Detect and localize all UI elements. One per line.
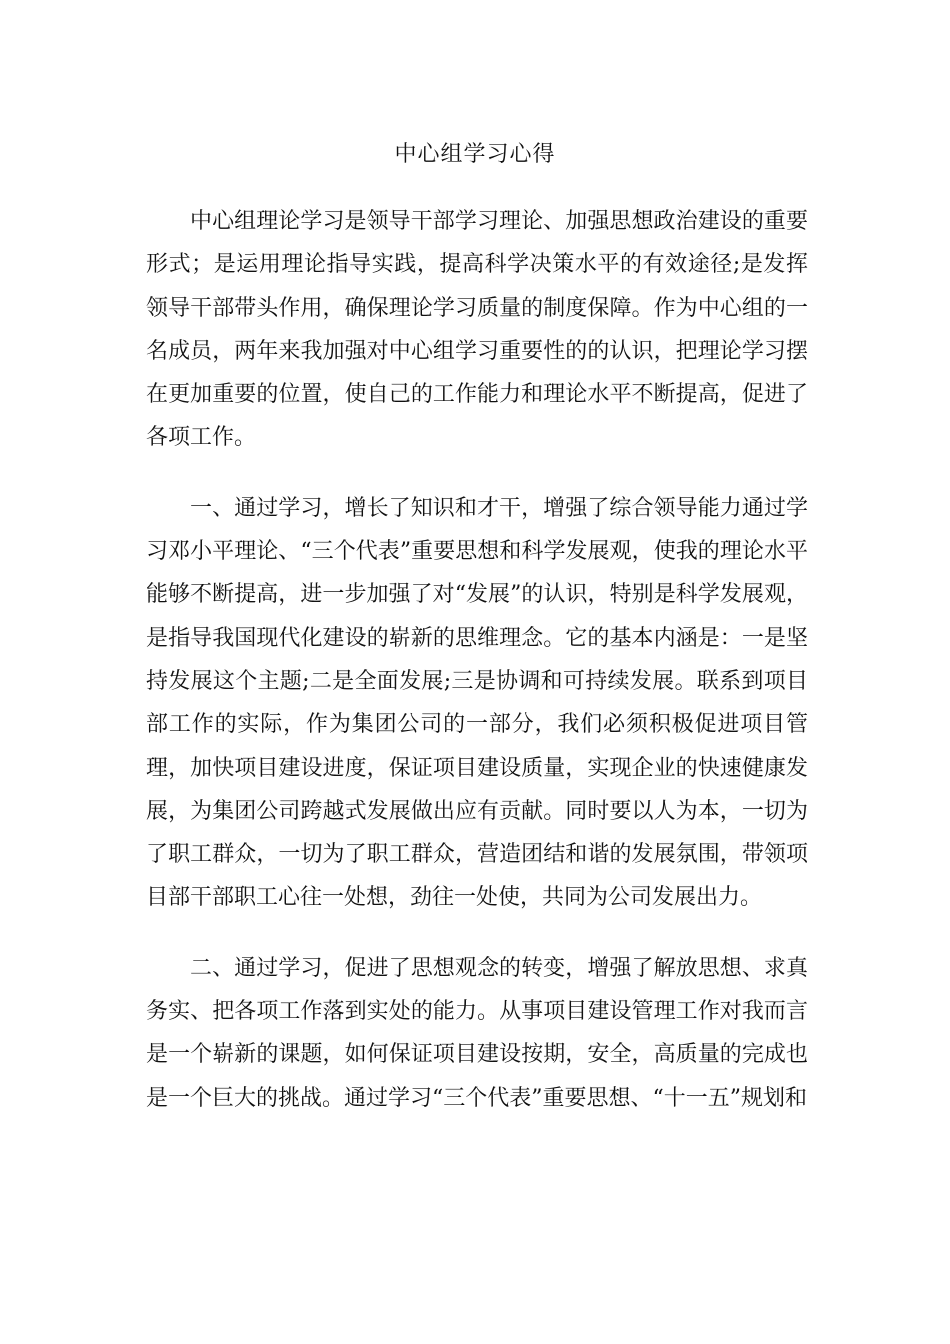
document-title: 中心组学习心得	[394, 142, 556, 167]
paragraph-section-one: 一、通过学习，增长了知识和才干，增强了综合领导能力通过学习邓小平理论、“三个代表”重要思想和科学发展观，使我的理论水平能够不断提高，进一步加强了对“发展”的认识，特别是科学发展观，是指导我国现代化建设的崭新的思维理念。它的基本内涵是：一是坚持发展这个主题;二是全面发展;三是协调和可持续发展。联系到项目部工作的实际，作为集团公司的一部分，我们必须积极促进项目管理，加快项目建设进度，保证项目建设质量，实现企业的快速健康发展，为集团公司跨越式发展做出应有贡献。同时要以人为本，一切为了职工群众，一切为了职工群众，营造团结和谐的发展氛围，带领项目部干部职工心往一处想，劲往一处使，共同为公司发展出力。	[146, 495, 808, 911]
document-body	[146, 200, 808, 1120]
paragraph-section-two: 二、通过学习，促进了思想观念的转变，增强了解放思想、求真务实、把各项工作落到实处的能力。从事项目建设管理工作对我而言是一个崭新的课题，如何保证项目建设按期，安全，高质量的完成也是一个巨大的挑战。通过学习“三个代表”重要思想、“十一五”规划和	[146, 955, 808, 1111]
paragraph-intro: 中心组理论学习是领导干部学习理论、加强思想政治建设的重要形式；是运用理论指导实践，提高科学决策水平的有效途径;是发挥领导干部带头作用，确保理论学习质量的制度保障。作为中心组的一名成员，两年来我加强对中心组学习重要性的的认识，把理论学习摆在更加重要的位置，使自己的工作能力和理论水平不断提高，促进了各项工作。	[146, 209, 808, 451]
